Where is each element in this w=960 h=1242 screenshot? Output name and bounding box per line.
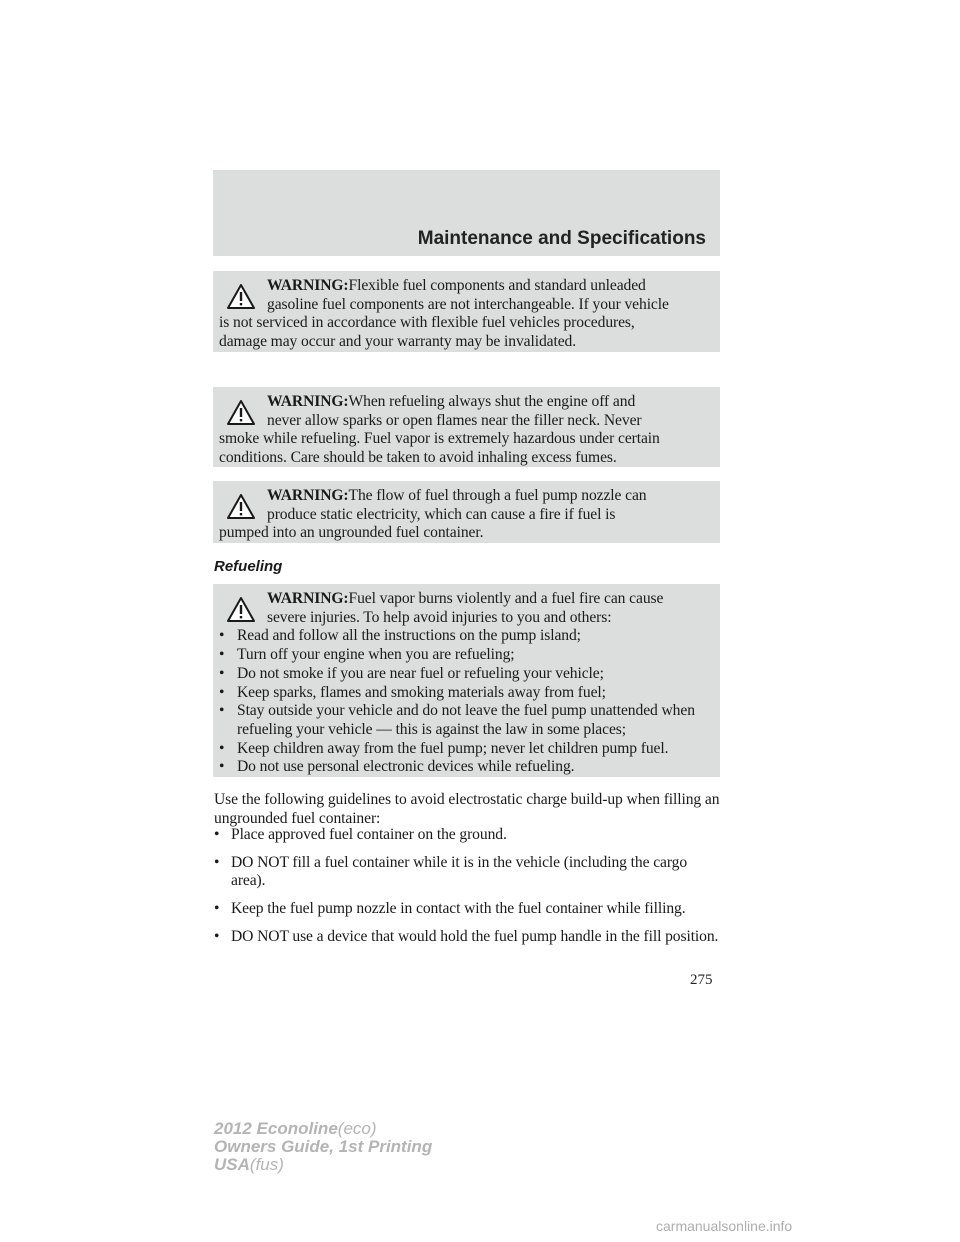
warning-label: WARNING: [267, 277, 349, 294]
list-item: • Keep sparks, flames and smoking materials away from fuel; [219, 684, 712, 703]
watermark: carmanualsonline.info [656, 1218, 793, 1234]
warning-line: severe injuries. To help avoid injuries to you and others: [267, 608, 612, 626]
warning-box [213, 271, 720, 352]
warning-triangle-icon [226, 283, 256, 310]
section-header [213, 170, 720, 256]
warning-triangle-icon [226, 493, 256, 520]
list-item: • DO NOT use a device that would hold the fuel pump handle in the fill position. [214, 928, 720, 947]
footer-line: 2012 Econoline(eco) [214, 1119, 377, 1138]
warning-box [213, 481, 720, 543]
list-item: • Keep children away from the fuel pump; never let children pump fuel. [219, 740, 712, 759]
warning-line: produce static electricity, which can cause a fire if fuel is [267, 505, 616, 523]
warning-box [213, 584, 720, 777]
footer-line: Owners Guide, 1st Printing [214, 1137, 433, 1156]
warning-line: pumped into an ungrounded fuel container. [219, 524, 484, 542]
warning-line: WARNING:Flexible fuel components and standard unleaded [267, 277, 646, 294]
list-item: • Do not use personal electronic devices while refueling. [219, 758, 712, 777]
list-item: • Turn off your engine when you are refueling; [219, 646, 712, 665]
list-item: • Place approved fuel container on the ground. [214, 826, 720, 845]
warning-bullet-list [219, 627, 712, 777]
warning-line: is not serviced in accordance with flexible fuel vehicles procedures, [219, 314, 635, 332]
warning-line: smoke while refueling. Fuel vapor is extremely hazardous under certain [219, 430, 660, 448]
list-item: • Keep the fuel pump nozzle in contact with the fuel container while filling. [214, 900, 720, 919]
list-item: • DO NOT fill a fuel container while it is in the vehicle (including the cargo area). [214, 854, 720, 891]
refueling-intro: Use the following guidelines to avoid electrostatic charge build-up when filling an ungrounded fuel container: [214, 791, 720, 827]
warning-label: WARNING: [267, 590, 349, 607]
warning-line: damage may occur and your warranty may be invalidated. [219, 333, 577, 351]
warning-line: never allow sparks or open flames near the filler neck. Never [267, 411, 642, 429]
warning-line: gasoline fuel components are not interchangeable. If your vehicle [267, 295, 669, 313]
warning-line: conditions. Care should be taken to avoid inhaling excess fumes. [219, 449, 617, 467]
list-item: • Read and follow all the instructions on the pump island; [219, 627, 712, 646]
warning-label: WARNING: [267, 393, 349, 410]
warning-triangle-icon [226, 399, 256, 426]
warning-line: WARNING:When refueling always shut the engine off and [267, 393, 636, 410]
list-item: • Stay outside your vehicle and do not leave the fuel pump unattended when refueling your vehicle — this is against the law in some places; [219, 702, 712, 739]
warning-line: WARNING:Fuel vapor burns violently and a fuel fire can cause [267, 590, 664, 607]
warning-box [213, 387, 720, 467]
document-footer [214, 1120, 432, 1174]
warning-line: WARNING:The flow of fuel through a fuel pump nozzle can [267, 487, 647, 504]
refueling-heading: Refueling [214, 558, 283, 575]
footer-line: USA(fus) [214, 1155, 284, 1174]
warning-triangle-icon [226, 596, 256, 623]
list-item: • Do not smoke if you are near fuel or refueling your vehicle; [219, 665, 712, 684]
refueling-guidelines-list [214, 826, 720, 956]
section-title: Maintenance and Specifications [417, 228, 706, 249]
page-number: 275 [690, 972, 713, 988]
warning-label: WARNING: [267, 487, 349, 504]
